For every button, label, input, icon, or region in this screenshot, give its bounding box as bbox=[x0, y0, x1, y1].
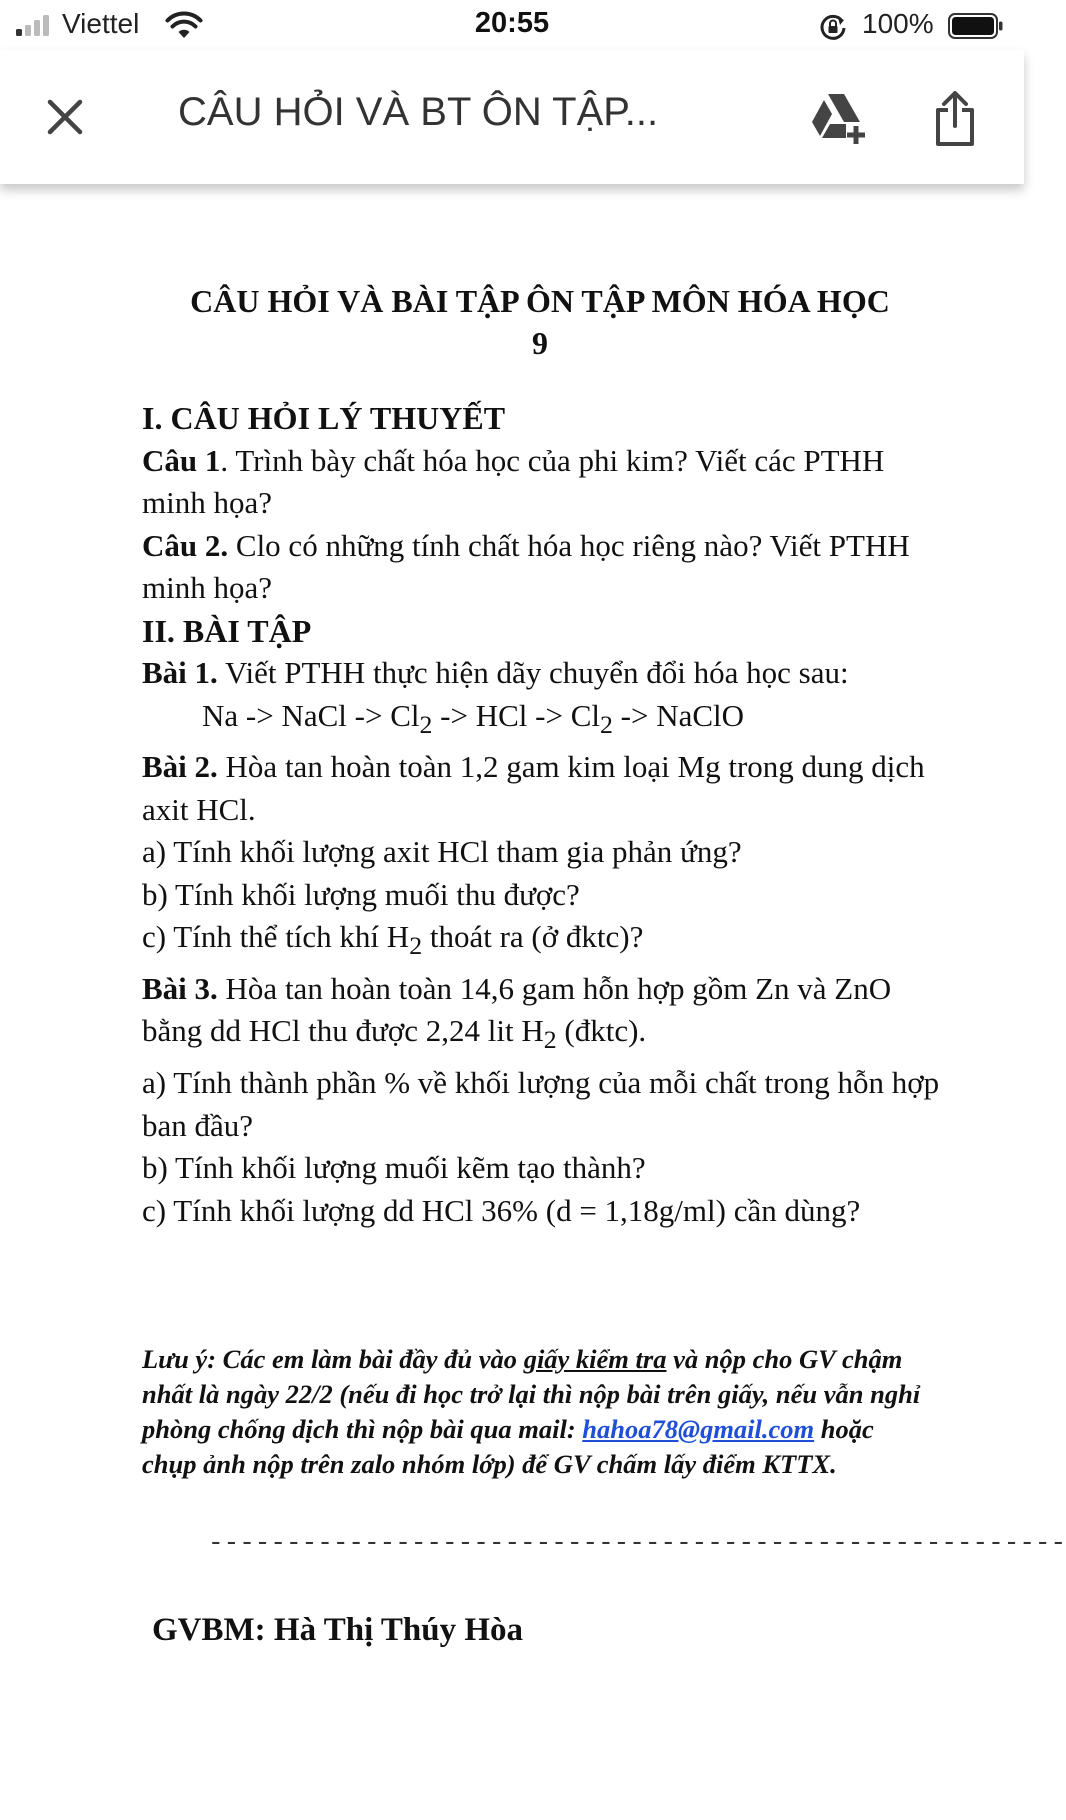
battery-percentage: 100% bbox=[862, 8, 934, 39]
note-underlined: giấy kiểm tra bbox=[523, 1344, 667, 1374]
chain-part-3: -> NaClO bbox=[612, 697, 745, 733]
exercise-2-c-post: thoát ra (ở đktc)? bbox=[422, 919, 644, 955]
exercise-2-c-pre: c) Tính thể tích khí H bbox=[142, 919, 410, 955]
section-theory-title: I. CÂU HỎI LÝ THUYẾT bbox=[142, 400, 506, 436]
exercise-2 bbox=[142, 746, 942, 831]
viewer-toolbar bbox=[0, 50, 1024, 184]
share-icon[interactable] bbox=[930, 90, 980, 148]
cellular-signal-icon bbox=[16, 14, 54, 36]
heading-line-2: 9 bbox=[532, 325, 548, 361]
exercise-3-sub: 2 bbox=[543, 1025, 557, 1055]
status-bar bbox=[0, 0, 1024, 50]
exercise-1-label: Bài 1. bbox=[142, 655, 218, 690]
exercise-3-label: Bài 3. bbox=[142, 970, 218, 1006]
exercise-3-a: a) Tính thành phần % về khối lượng của mỗi chất trong hỗn hợp ban đầu? bbox=[142, 1065, 940, 1143]
divider-line: ------------------------------------------------------- bbox=[208, 1528, 1066, 1558]
document-body bbox=[142, 397, 942, 1232]
orientation-lock-icon bbox=[818, 12, 848, 42]
close-icon[interactable] bbox=[40, 92, 90, 142]
exercise-2-b: b) Tính khối lượng muối thu được? bbox=[142, 876, 580, 912]
document-title: CÂU HỎI VÀ BT ÔN TẬP... bbox=[178, 90, 659, 134]
question-2-label: Câu 2. bbox=[142, 527, 229, 563]
chain-part-2: -> HCl -> Cl bbox=[432, 697, 600, 733]
chain-sub-1: 2 bbox=[419, 709, 433, 739]
chain-part-1: Na -> NaCl -> Cl bbox=[202, 697, 420, 733]
heading-line-1: CÂU HỎI VÀ BÀI TẬP ÔN TẬP MÔN HÓA HỌC bbox=[190, 283, 890, 319]
carrier-name: Viettel bbox=[62, 8, 140, 39]
document-page bbox=[0, 184, 1066, 1820]
note-part-2: và nộp cho GV chậm nhất là ngày 22/2 (nếu đi học trở lại thì nộp bài trên giấy, nếu vẫn nghỉ phòng chống dịch thì nộp bài qua mail: bbox=[142, 1344, 921, 1444]
exercise-2-label: Bài 2. bbox=[142, 749, 218, 785]
clock-time: 20:55 bbox=[474, 7, 550, 39]
battery-icon bbox=[948, 13, 1004, 39]
exercise-1-text: Viết PTHH thực hiện dãy chuyển đổi hóa học sau: bbox=[217, 655, 849, 690]
question-2 bbox=[142, 525, 942, 610]
wifi-icon bbox=[166, 12, 202, 40]
exercise-3 bbox=[142, 968, 942, 1062]
exercise-3-b: b) Tính khối lượng muối kẽm tạo thành? bbox=[142, 1150, 646, 1186]
teacher-signature: GVBM: Hà Thị Thúy Hòa bbox=[152, 1612, 524, 1648]
chain-sub-2: 2 bbox=[600, 709, 613, 739]
question-2-text: Clo có những tính chất hóa học riêng nào? Viết PTHH minh họa? bbox=[142, 527, 910, 605]
exercise-1 bbox=[142, 652, 942, 695]
note-part-1: Lưu ý: Các em làm bài đầy đủ vào bbox=[142, 1344, 524, 1374]
add-to-drive-icon[interactable] bbox=[808, 90, 868, 146]
question-1 bbox=[142, 440, 942, 525]
exercise-2-c bbox=[142, 916, 942, 968]
question-1-label: Câu 1 bbox=[142, 442, 221, 478]
exercise-2-a: a) Tính khối lượng axit HCl tham gia phản ứng? bbox=[142, 834, 742, 870]
exercise-3-text-post: (đktc). bbox=[556, 1013, 647, 1049]
section-exercise-title: II. BÀI TẬP bbox=[142, 612, 312, 649]
exercise-3-c: c) Tính khối lượng dd HCl 36% (d = 1,18g/ml) cần dùng? bbox=[142, 1192, 861, 1228]
submission-note bbox=[142, 1342, 932, 1482]
exercise-2-text: Hòa tan hoàn toàn 1,2 gam kim loại Mg trong dung dịch axit HCl. bbox=[142, 749, 925, 827]
note-part-3: hoặc chụp ảnh nộp trên zalo nhóm lớp) để GV chấm lấy điểm KTTX. bbox=[142, 1414, 874, 1479]
exercise-2-c-sub: 2 bbox=[409, 931, 423, 961]
exercise-3-text-pre: Hòa tan hoàn toàn 14,6 gam hỗn hợp gồm Zn và ZnO bằng dd HCl thu được 2,24 lit H bbox=[142, 970, 892, 1049]
document-heading bbox=[130, 280, 950, 364]
question-1-text: . Trình bày chất hóa học của phi kim? Viết các PTHH minh họa? bbox=[142, 442, 885, 520]
email-link[interactable]: hahoa78@gmail.com bbox=[582, 1414, 815, 1444]
reaction-chain bbox=[142, 695, 942, 747]
